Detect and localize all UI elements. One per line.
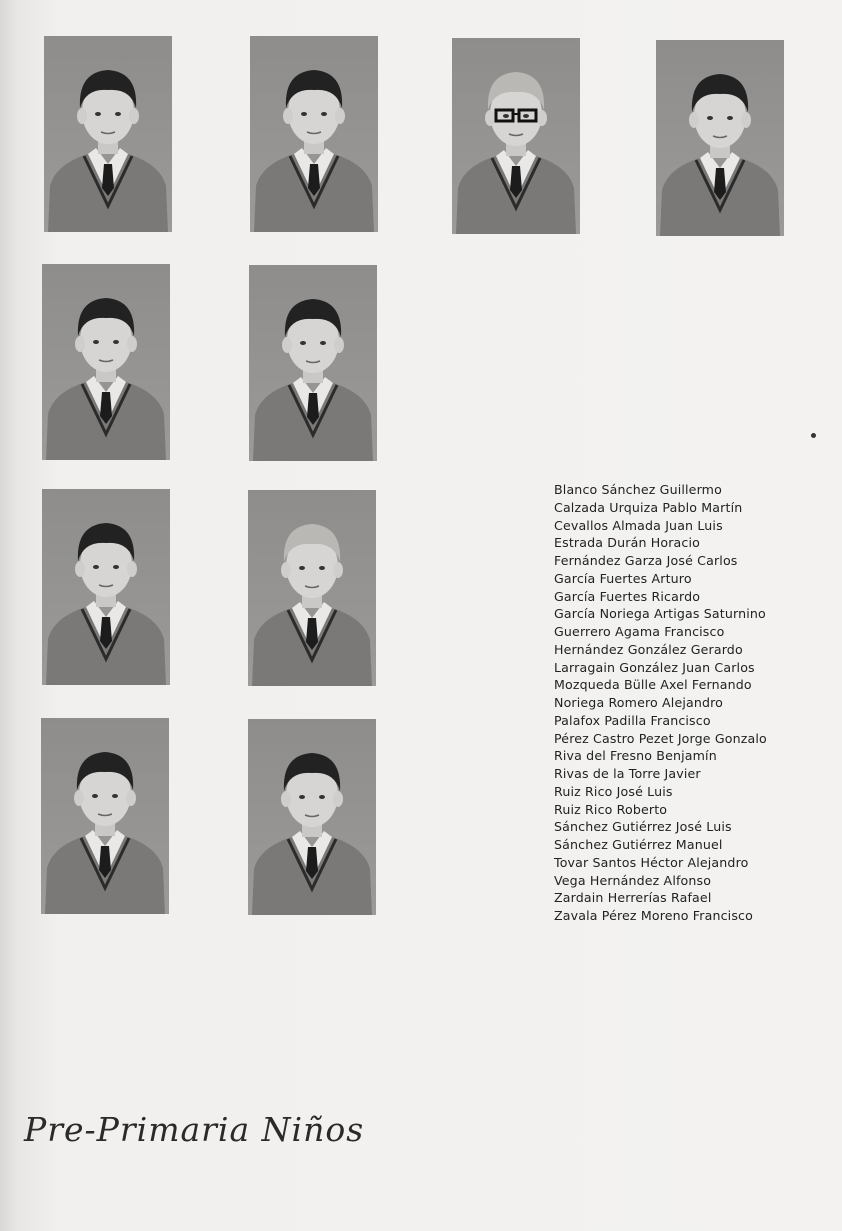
student-photo <box>248 490 376 686</box>
student-photo <box>42 489 170 685</box>
student-name: Mozqueda Bülle Axel Fernando <box>554 677 752 693</box>
student-photo <box>41 718 169 914</box>
student-name: Zavala Pérez Moreno Francisco <box>554 908 753 923</box>
student-name: Noriega Romero Alejandro <box>554 695 724 710</box>
student-photo <box>248 719 376 915</box>
student-name: Sánchez Gutiérrez José Luis <box>554 819 732 835</box>
student-name: Sánchez Gutiérrez Manuel <box>554 837 723 852</box>
portrait-figure <box>41 718 169 914</box>
student-name: Ruiz Rico Roberto <box>554 801 668 817</box>
student-name: García Fuertes Ricardo <box>554 588 701 604</box>
student-name: Rivas de la Torre Javier <box>554 766 701 781</box>
student-name: Zardain Herrerías Rafael <box>554 890 712 906</box>
student-name: Estrada Durán Horacio <box>554 535 700 551</box>
student-photo <box>452 38 580 234</box>
student-name: Pérez Castro Pezet Jorge Gonzalo <box>554 730 767 746</box>
page-title: Pre-Primaria Niños <box>24 1110 365 1149</box>
student-name: Fernández Garza José Carlos <box>554 553 738 568</box>
student-name: Tovar Santos Héctor Alejandro <box>554 854 749 870</box>
print-speck <box>811 433 816 438</box>
portrait-figure <box>452 38 580 234</box>
portrait-figure <box>248 719 376 915</box>
portrait-figure <box>44 36 172 232</box>
portrait-figure <box>42 489 170 685</box>
student-name: Palafox Padilla Francisco <box>554 712 711 728</box>
student-name: Vega Hernández Alfonso <box>554 872 712 888</box>
student-name-list <box>554 481 767 925</box>
student-name: García Fuertes Arturo <box>554 570 692 586</box>
student-photo <box>42 264 170 460</box>
student-name: Calzada Urquiza Pablo Martín <box>554 499 743 515</box>
student-name: Cevallos Almada Juan Luis <box>554 517 723 533</box>
student-name: Larragain González Juan Carlos <box>554 659 755 675</box>
student-name: Guerrero Agama Francisco <box>554 624 725 639</box>
portrait-figure <box>249 265 377 461</box>
student-photo <box>249 265 377 461</box>
student-name: Hernández González Gerardo <box>554 641 743 657</box>
student-name: Blanco Sánchez Guillermo <box>554 482 722 497</box>
student-name: García Noriega Artigas Saturnino <box>554 606 766 622</box>
student-photo <box>250 36 378 232</box>
portrait-figure <box>250 36 378 232</box>
portrait-figure <box>248 490 376 686</box>
student-photo <box>656 40 784 236</box>
student-name: Ruiz Rico José Luis <box>554 783 673 799</box>
portrait-figure <box>42 264 170 460</box>
student-photo <box>44 36 172 232</box>
student-name: Riva del Fresno Benjamín <box>554 748 717 764</box>
portrait-figure <box>656 40 784 236</box>
